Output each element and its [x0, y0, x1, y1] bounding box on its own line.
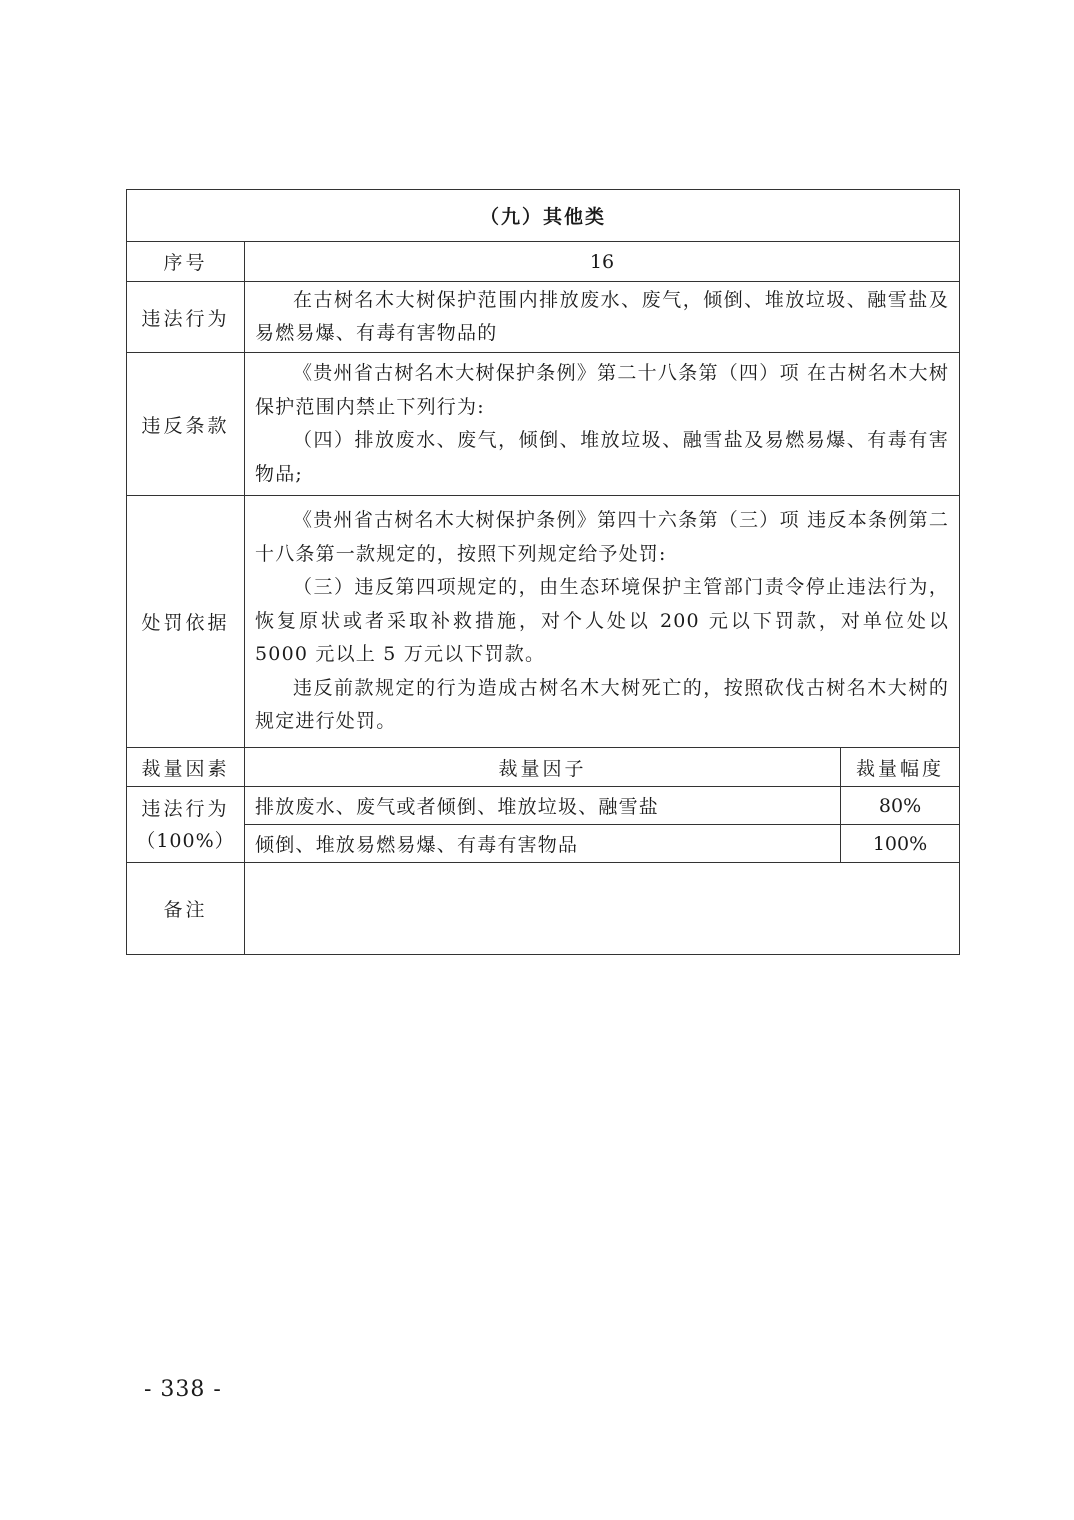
violated-clause-paragraph: （四）排放废水、废气，倾倒、堆放垃圾、融雪盐及易燃易爆、有毒有害物品;: [255, 429, 950, 485]
violated-clause-label: 违反条款: [127, 353, 245, 496]
discretion-factor-row-text: 倾倒、堆放易燃易爆、有毒有害物品: [245, 825, 841, 863]
discretion-factor-header: 裁量因素: [127, 748, 245, 787]
violated-clause-cell: [245, 353, 960, 496]
remarks-value: [245, 863, 960, 955]
violated-clause-paragraph: 《贵州省古树名木大树保护条例》第二十八条第（四）项 在古树名木大树保护范围内禁止下列行为:: [255, 362, 950, 418]
penalty-basis-cell: [245, 496, 960, 748]
violation-cell: [245, 282, 960, 353]
penalty-table: [126, 189, 960, 955]
remarks-label: 备注: [127, 863, 245, 955]
discretion-group-label: [127, 787, 245, 863]
penalty-basis-paragraph: 《贵州省古树名木大树保护条例》第四十六条第（三）项 违反本条例第二十八条第一款规定的，按照下列规定给予处罚:: [255, 509, 950, 565]
discretion-factor-row-text: 排放废水、废气或者倾倒、堆放垃圾、融雪盐: [245, 787, 841, 825]
discretion-range-header: 裁量幅度: [841, 748, 960, 787]
penalty-basis-label: 处罚依据: [127, 496, 245, 748]
discretion-item-header: 裁量因子: [245, 748, 841, 787]
discretion-range-value: 80%: [841, 787, 960, 825]
penalty-basis-paragraph: 违反前款规定的行为造成古树名木大树死亡的，按照砍伐古树名木大树的规定进行处罚。: [255, 676, 950, 733]
penalty-basis-paragraph: （三）违反第四项规定的，由生态环境保护主管部门责令停止违法行为，恢复原状或者采取补救措施，对个人处以 200 元以下罚款，对单位处以 5000 元以上 5 万元以下罚款。: [255, 576, 950, 666]
serial-label: 序号: [127, 242, 245, 282]
table-title: （九）其他类: [127, 190, 960, 242]
discretion-group-label-line2: （100%）: [136, 829, 235, 852]
discretion-group-label-line1: 违法行为: [141, 797, 230, 820]
page-number: - 338 -: [144, 1377, 222, 1402]
serial-value: 16: [245, 242, 960, 282]
violation-label: 违法行为: [127, 282, 245, 353]
discretion-range-value: 100%: [841, 825, 960, 863]
violation-text: 在古树名木大树保护范围内排放废水、废气，倾倒、堆放垃圾、融雪盐及易燃易爆、有毒有害物品的: [255, 288, 950, 344]
